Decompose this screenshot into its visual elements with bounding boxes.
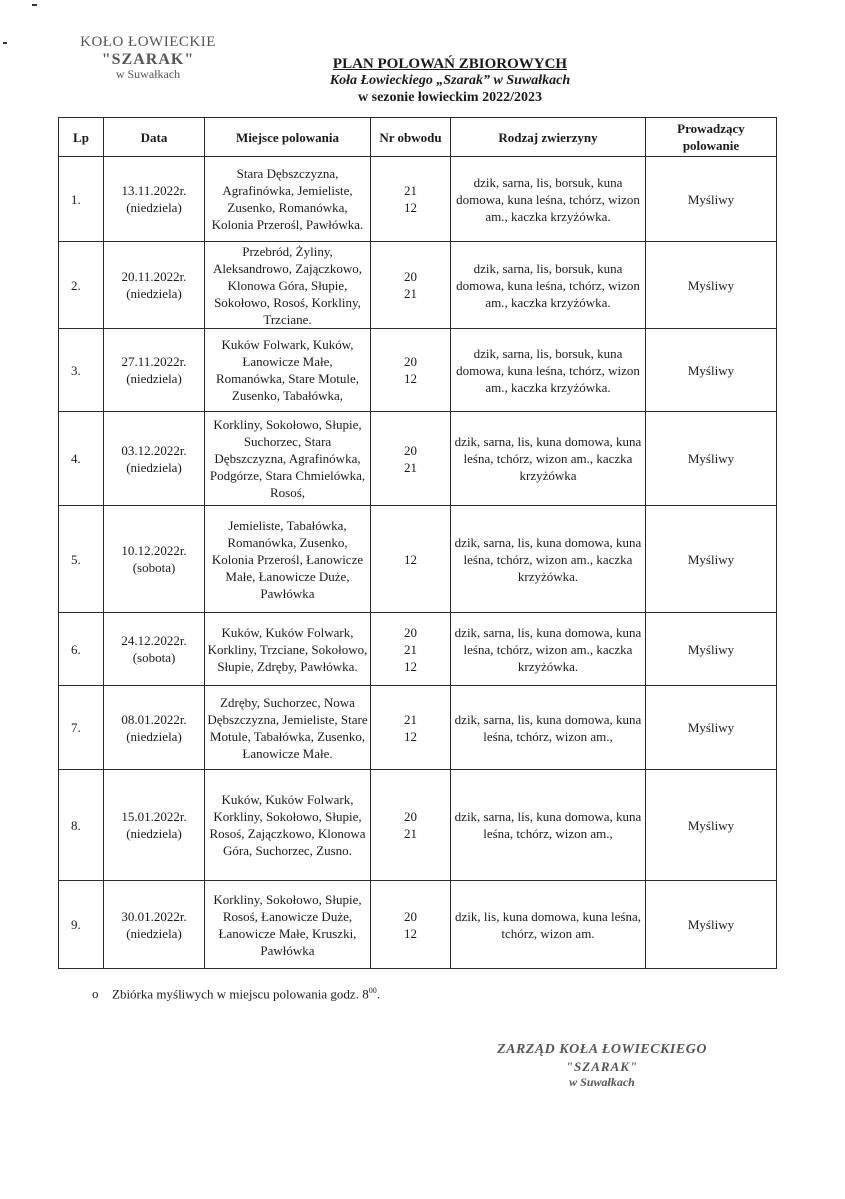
- header-date: Data: [104, 118, 205, 157]
- cell-date-value: 15.01.2022r.: [121, 809, 187, 824]
- table-row: [59, 412, 777, 506]
- cell-date: [104, 686, 205, 770]
- cell-leader: Myśliwy: [646, 329, 777, 412]
- document-subtitle: Koła Łowieckiego „Szarak” w Suwałkach: [329, 73, 571, 88]
- table-row: [59, 157, 777, 242]
- note-time-superscript: 00: [368, 986, 377, 995]
- cell-date-value: 24.12.2022r.: [121, 633, 187, 648]
- cell-day-value: (niedziela): [126, 371, 182, 386]
- cell-leader: Myśliwy: [646, 881, 777, 969]
- cell-obwod-number: 20: [404, 269, 417, 284]
- cell-game: dzik, sarna, lis, borsuk, kuna domowa, kuna leśna, tchórz, wizon am., kaczka krzyżówka.: [451, 329, 646, 412]
- header-obwod: Nr obwodu: [371, 118, 451, 157]
- cell-game: dzik, sarna, lis, borsuk, kuna domowa, kuna leśna, tchórz, wizon am., kaczka krzyżówka.: [451, 157, 646, 242]
- cell-day-value: (niedziela): [126, 826, 182, 841]
- cell-day-value: (sobota): [132, 650, 176, 665]
- cell-lp: 9.: [59, 881, 104, 969]
- cell-lp: 8.: [59, 770, 104, 881]
- cell-date: [104, 242, 205, 329]
- hunt-plan-table: [58, 117, 777, 969]
- cell-day-value: (niedziela): [126, 925, 182, 941]
- cell-place: Korkliny, Sokołowo, Słupie, Suchorzec, Stara Dębszczyzna, Agrafinówka, Podgórze, Stara Chmielówka, Rosoś,: [205, 412, 371, 506]
- cell-obwod: [371, 506, 451, 613]
- cell-obwod-number: 20: [404, 908, 417, 924]
- document-header: [230, 55, 670, 107]
- cell-game: dzik, sarna, lis, kuna domowa, kuna leśna, tchórz, wizon am., kaczka krzyżówka.: [451, 506, 646, 613]
- cell-lp: 1.: [59, 157, 104, 242]
- cell-place: Kuków Folwark, Kuków, Łanowicze Małe, Romanówka, Stare Motule, Zusenko, Tabałówka,: [205, 329, 371, 412]
- cell-lp: 2.: [59, 242, 104, 329]
- bullet-icon: o: [92, 986, 99, 1002]
- document-title: PLAN POLOWAŃ ZBIOROWYCH: [332, 56, 568, 72]
- cell-lp: 7.: [59, 686, 104, 770]
- cell-date-value: 13.11.2022r.: [121, 183, 187, 198]
- table-row: [59, 686, 777, 770]
- cell-day-value: (niedziela): [126, 286, 182, 301]
- cell-obwod-number: 12: [404, 551, 417, 567]
- cell-obwod: [371, 686, 451, 770]
- cell-place: Zdręby, Suchorzec, Nowa Dębszczyzna, Jemieliste, Stare Motule, Tabałówka, Zusenko, Łanowicze Małe.: [205, 686, 371, 770]
- scan-mark: [32, 4, 37, 6]
- cell-place: Kuków, Kuków Folwark, Korkliny, Trzciane, Sokołowo, Słupie, Zdręby, Pawłówka.: [205, 613, 371, 686]
- cell-lp: 4.: [59, 412, 104, 506]
- header-place: Miejsce polowania: [205, 118, 371, 157]
- cell-obwod-number: 12: [404, 658, 417, 674]
- cell-obwod: [371, 613, 451, 686]
- stamp-line-1: KOŁO ŁOWIECKIE: [80, 34, 216, 50]
- table-row: [59, 770, 777, 881]
- cell-obwod-number: 20: [404, 809, 417, 824]
- board-stamp-line-3: w Suwałkach: [569, 1074, 635, 1089]
- cell-obwod-number: 21: [404, 641, 417, 657]
- cell-date: [104, 881, 205, 969]
- cell-date-value: 20.11.2022r.: [121, 269, 187, 284]
- cell-obwod-number: 21: [404, 826, 417, 841]
- cell-date-value: 08.01.2022r.: [121, 711, 187, 727]
- cell-obwod: [371, 770, 451, 881]
- cell-game: dzik, sarna, lis, kuna domowa, kuna leśna, tchórz, wizon am., kaczka krzyżówka.: [451, 613, 646, 686]
- cell-date: [104, 613, 205, 686]
- cell-leader: Myśliwy: [646, 157, 777, 242]
- cell-obwod-number: 12: [404, 925, 417, 941]
- cell-date-value: 10.12.2022r.: [121, 543, 187, 558]
- cell-leader: Myśliwy: [646, 770, 777, 881]
- club-stamp-top: [62, 34, 234, 81]
- cell-obwod: [371, 412, 451, 506]
- cell-place: Jemieliste, Tabałówka, Romanówka, Zusenko, Kolonia Przerośl, Łanowicze Małe, Łanowicze Duże, Pawłówka: [205, 506, 371, 613]
- cell-place: Stara Dębszczyzna, Agrafinówka, Jemieliste, Zusenko, Romanówka, Kolonia Przerośl, Pawłówka.: [205, 157, 371, 242]
- cell-obwod-number: 21: [404, 711, 417, 727]
- cell-date: [104, 412, 205, 506]
- cell-date: [104, 329, 205, 412]
- cell-obwod: [371, 157, 451, 242]
- cell-obwod-number: 20: [404, 442, 417, 458]
- cell-game: dzik, sarna, lis, kuna domowa, kuna leśna, tchórz, wizon am.,: [451, 770, 646, 881]
- header-leader: Prowadzący polowanie: [646, 118, 777, 157]
- cell-lp: 3.: [59, 329, 104, 412]
- cell-place: Kuków, Kuków Folwark, Korkliny, Sokołowo, Słupie, Rosoś, Zajączkowo, Klonowa Góra, Suchorzec, Zusno.: [205, 770, 371, 881]
- cell-leader: Myśliwy: [646, 686, 777, 770]
- cell-day-value: (niedziela): [126, 200, 182, 215]
- header-lp: Lp: [59, 118, 104, 157]
- cell-obwod-number: 21: [404, 286, 417, 301]
- assembly-note: [92, 986, 380, 1002]
- cell-obwod-number: 21: [404, 183, 417, 198]
- stamp-line-3: w Suwałkach: [115, 67, 181, 82]
- table-row: [59, 881, 777, 969]
- board-stamp-line-1: ZARZĄD KOŁA ŁOWIECKIEGO: [497, 1042, 707, 1057]
- stamp-line-2: "SZARAK": [101, 50, 195, 68]
- cell-date-value: 03.12.2022r.: [121, 442, 187, 458]
- cell-day-value: (niedziela): [126, 728, 182, 744]
- cell-lp: 5.: [59, 506, 104, 613]
- cell-game: dzik, sarna, lis, borsuk, kuna domowa, kuna leśna, tchórz, wizon am., kaczka krzyżówka.: [451, 242, 646, 329]
- board-stamp-line-2: "SZARAK": [565, 1058, 639, 1074]
- document-season: w sezonie łowieckim 2022/2023: [358, 89, 542, 105]
- header-game: Rodzaj zwierzyny: [451, 118, 646, 157]
- note-text: Zbiórka myśliwych w miejscu polowania godz. 8: [112, 986, 369, 1002]
- cell-leader: Myśliwy: [646, 613, 777, 686]
- cell-day-value: (sobota): [132, 560, 176, 575]
- cell-obwod-number: 12: [404, 728, 417, 744]
- cell-game: dzik, lis, kuna domowa, kuna leśna, tchórz, wizon am.: [451, 881, 646, 969]
- cell-obwod: [371, 329, 451, 412]
- table-row: [59, 329, 777, 412]
- cell-date-value: 30.01.2022r.: [121, 908, 187, 924]
- scan-mark: [3, 42, 7, 44]
- cell-obwod-number: 20: [404, 354, 417, 369]
- cell-obwod-number: 12: [404, 200, 417, 215]
- table-row: [59, 506, 777, 613]
- note-end: .: [376, 986, 380, 1002]
- cell-leader: Myśliwy: [646, 412, 777, 506]
- cell-game: dzik, sarna, lis, kuna domowa, kuna leśna, tchórz, wizon am., kaczka krzyżówka: [451, 412, 646, 506]
- cell-game: dzik, sarna, lis, kuna domowa, kuna leśna, tchórz, wizon am.,: [451, 686, 646, 770]
- table-row: [59, 613, 777, 686]
- cell-obwod: [371, 881, 451, 969]
- cell-date: [104, 506, 205, 613]
- table-row: [59, 242, 777, 329]
- cell-place: Przebród, Żyliny, Aleksandrowo, Zajączkowo, Klonowa Góra, Słupie, Sokołowo, Rosoś, Korkliny, Trzciane.: [205, 242, 371, 329]
- cell-leader: Myśliwy: [646, 506, 777, 613]
- cell-obwod: [371, 242, 451, 329]
- cell-day-value: (niedziela): [126, 459, 182, 475]
- cell-obwod-number: 20: [404, 624, 417, 640]
- cell-place: Korkliny, Sokołowo, Słupie, Rosoś, Łanowicze Duże, Łanowicze Małe, Kruszki, Pawłówka: [205, 881, 371, 969]
- cell-date: [104, 770, 205, 881]
- cell-date: [104, 157, 205, 242]
- board-stamp: [472, 1041, 732, 1090]
- cell-obwod-number: 12: [404, 371, 417, 386]
- table-header-row: [59, 118, 777, 157]
- cell-obwod-number: 21: [404, 459, 417, 475]
- cell-date-value: 27.11.2022r.: [121, 354, 187, 369]
- cell-leader: Myśliwy: [646, 242, 777, 329]
- cell-lp: 6.: [59, 613, 104, 686]
